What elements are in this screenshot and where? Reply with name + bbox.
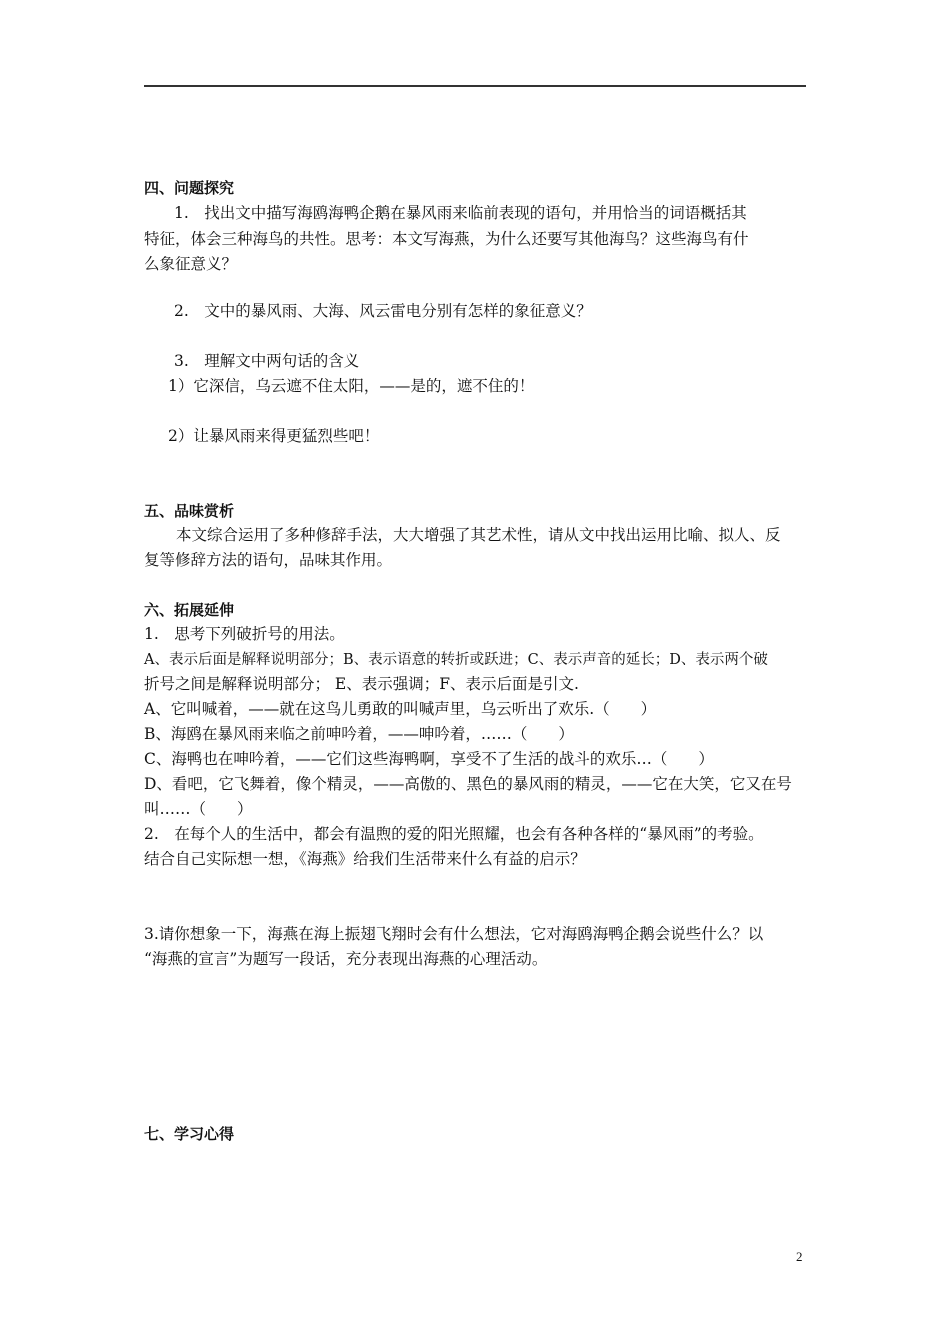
s6-q3-line-2: “海燕的宣言”为题写一段话，充分表现出海燕的心理活动。	[144, 950, 548, 968]
s6-q2-line-1: 2. 在每个人的生活中，都会有温煦的爱的阳光照耀，也会有各种各样的“暴风雨”的考验。	[144, 825, 764, 843]
s4-q1-line-1: 1. 找出文中描写海鸥海鸭企鹅在暴风雨来临前表现的语句，并用恰当的词语概括其	[174, 204, 747, 222]
s5-line-1: 本文综合运用了多种修辞手法，大大增强了其艺术性，请从文中找出运用比喻、拟人、反	[176, 526, 781, 544]
header-rule	[144, 85, 806, 87]
section-5-heading: 五、品味赏析	[144, 502, 235, 520]
s4-q3-sentence-2: 2）让暴风雨来得更猛烈些吧！	[168, 427, 380, 445]
s6-options-line-2: 折号之间是解释说明部分； E、表示强调；F、表示后面是引文.	[144, 675, 579, 693]
section-6-heading: 六、拓展延伸	[144, 601, 235, 619]
s4-q2: 2. 文中的暴风雨、大海、风云雷电分别有怎样的象征意义？	[174, 302, 592, 320]
s6-item-b: B、海鸥在暴风雨来临之前呻吟着，——呻吟着，……（ ）	[144, 725, 574, 743]
s6-item-d-line-2: 叫……（ ）	[144, 800, 253, 818]
s4-q1-line-3: 么象征意义？	[144, 255, 238, 273]
s4-q3: 3. 理解文中两句话的含义	[174, 352, 360, 370]
section-4-heading: 四、问题探究	[144, 179, 235, 197]
s4-q1-line-2: 特征，体会三种海鸟的共性。思考：本文写海燕，为什么还要写其他海鸟？这些海鸟有什	[144, 230, 749, 248]
section-7-heading: 七、学习心得	[144, 1125, 235, 1143]
s5-line-2: 复等修辞方法的语句，品味其作用。	[144, 551, 393, 569]
s6-options-line-1: A、表示后面是解释说明部分；B、表示语意的转折或跃进；C、表示声音的延长；D、表示两个破	[144, 652, 768, 668]
s6-q2-line-2: 结合自己实际想一想，《海燕》给我们生活带来什么有益的启示？	[144, 850, 586, 868]
s6-item-c: C、海鸭也在呻吟着，——它们这些海鸭啊，享受不了生活的战斗的欢乐…（ ）	[144, 750, 714, 768]
page-number: 2	[796, 1249, 803, 1264]
s6-item-d-line-1: D、看吧，它飞舞着，像个精灵，——高傲的、黑色的暴风雨的精灵，——它在大笑，它又在号	[144, 775, 792, 793]
s4-q3-sentence-1: 1）它深信，乌云遮不住太阳，——是的，遮不住的！	[168, 377, 535, 395]
s6-item-a: A、它叫喊着，——就在这鸟儿勇敢的叫喊声里，乌云听出了欢乐.（ ）	[144, 700, 657, 718]
s6-q3-line-1: 3.请你想象一下，海燕在海上振翅飞翔时会有什么想法，它对海鸥海鸭企鹅会说些什么？以	[144, 925, 764, 943]
s6-q1: 1. 思考下列破折号的用法。	[144, 625, 345, 643]
